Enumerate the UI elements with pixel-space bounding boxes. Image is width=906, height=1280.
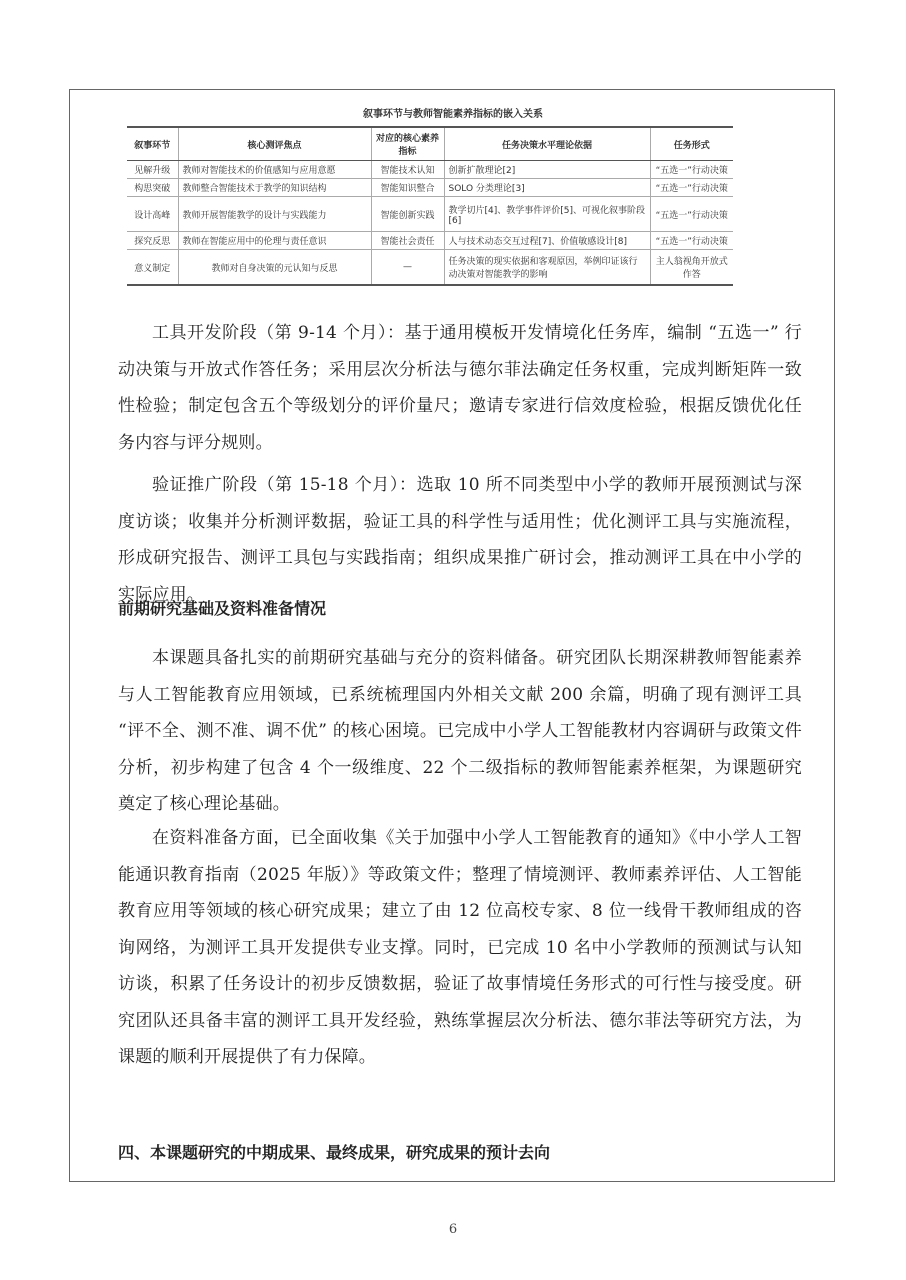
table-row [127,197,733,232]
table-cell: 智能社会责任 [371,232,444,250]
header-cell: 对应的核心素养指标 [371,127,444,161]
embedding-table [127,126,733,286]
paragraph-materials: 在资料准备方面，已全面收集《关于加强中小学人工智能教育的通知》《中小学人工智能通识教育指南（2025 年版）》等政策文件；整理了情境测评、教师素养评估、人工智能教育应用等领域的核心研究成果；建立了由 12 位高校专家、8 位一线骨干教师组成的咨询网络，为测评工具开发提供专业支撑。同时，已完成 10 名中小学教师的预测试与认知访谈，积累了任务设计的初步反馈数据，验证了故事情境任务形式的可行性与接受度。研究团队还具备丰富的测评工具开发经验，熟练掌握层次分析法、德尔菲法等研究方法，为课题的顺利开展提供了有力保障。 [118,828,802,1067]
table-cell: 任务决策的现实依据和客观原因，举例印证该行动决策对智能教学的影响 [444,250,650,286]
table-cell: 智能知识整合 [371,179,444,197]
paragraph-validation: 验证推广阶段（第 15-18 个月）：选取 10 所不同类型中小学的教师开展预测试与深度访谈；收集并分析测评数据，验证工具的科学性与适用性；优化测评工具与实施流程，形成研究报告、测评工具包与实践指南；组织成果推广研讨会，推动测评工具在中小学的实际应用。 [118,475,802,605]
table-cell: 智能创新实践 [371,197,444,232]
table-cell: 教师整合智能技术于教学的知识结构 [178,179,371,197]
table-cell: 教师对自身决策的元认知与反思 [178,250,371,286]
table-cell: 构思突破 [127,179,178,197]
table-cell: 教学切片[4]、教学事件评价[5]、可视化叙事阶段[6] [444,197,650,232]
table-header-row [127,127,733,161]
header-cell: 任务形式 [650,127,733,161]
table-cell: 教师对智能技术的价值感知与应用意愿 [178,161,371,179]
table-cell: SOLO 分类理论[3] [444,179,650,197]
table-row [127,232,733,250]
table-cell: 教师开展智能教学的设计与实践能力 [178,197,371,232]
paragraph-foundation: 本课题具备扎实的前期研究基础与充分的资料储备。研究团队长期深耕教师智能素养与人工智能教育应用领域，已系统梳理国内外相关文献 200 余篇，明确了现有测评工具 “评不全、测不准、调不优” 的核心困境。已完成中小学人工智能教材内容调研与政策文件分析，初步构建了包含 4 个一级维度、22 个二级指标的教师智能素养框架，为课题研究奠定了核心理论基础。 [118,648,802,814]
header-cell: 叙事环节 [127,127,178,161]
section-heading-foundation: 前期研究基础及资料准备情况 [118,599,327,618]
table-cell: “五选一”行动决策 [650,232,733,250]
table-row [127,179,733,197]
table-cell: — [371,250,444,286]
table-cell: 教师在智能应用中的伦理与责任意识 [178,232,371,250]
table-cell: 主人翁视角开放式作答 [650,250,733,286]
table-cell: 人与技术动态交互过程[7]、价值敏感设计[8] [444,232,650,250]
table-caption: 叙事环节与教师智能素养指标的嵌入关系 [363,109,543,120]
table-cell: 见解升级 [127,161,178,179]
paragraph-tool-development: 工具开发阶段（第 9-14 个月）：基于通用模板开发情境化任务库，编制 “五选一” 行动决策与开放式作答任务；采用层次分析法与德尔菲法确定任务权重，完成判断矩阵一致性检验；制定包含五个等级划分的评价量尺；邀请专家进行信效度检验，根据反馈优化任务内容与评分规则。 [118,323,802,453]
header-cell: 核心测评焦点 [178,127,371,161]
table-cell: 智能技术认知 [371,161,444,179]
table-cell: 创新扩散理论[2] [444,161,650,179]
table-row [127,161,733,179]
table-cell: 探究反思 [127,232,178,250]
header-cell: 任务决策水平理论依据 [444,127,650,161]
table-cell: “五选一”行动决策 [650,179,733,197]
table-cell: “五选一”行动决策 [650,197,733,232]
table-cell: “五选一”行动决策 [650,161,733,179]
table-cell: 设计高峰 [127,197,178,232]
table-cell: 意义制定 [127,250,178,286]
table-row [127,250,733,286]
section-heading-results: 四、本课题研究的中期成果、最终成果，研究成果的预计去向 [118,1143,551,1162]
page-number: 6 [448,1222,458,1237]
